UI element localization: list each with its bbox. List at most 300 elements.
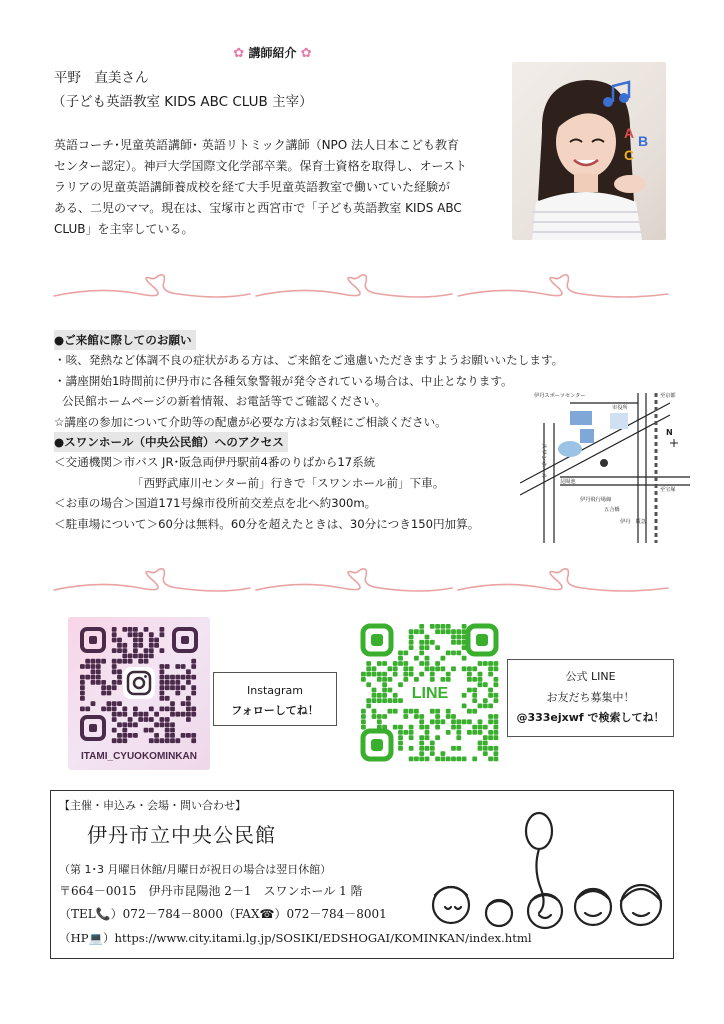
qr-module: [483, 682, 488, 687]
qr-module: [446, 709, 451, 714]
qr-module: [494, 698, 499, 703]
qr-module: [175, 675, 180, 680]
qr-module: [472, 709, 477, 714]
qr-module: [138, 717, 143, 722]
line-qr-code[interactable]: [357, 620, 502, 765]
qr-module: [144, 627, 149, 632]
qr-module: [494, 719, 499, 724]
qr-module: [425, 645, 430, 650]
sports-center-block: [570, 411, 592, 425]
qr-module: [403, 677, 408, 682]
qr-module: [186, 712, 191, 717]
qr-module: [91, 669, 96, 674]
qr-module: [377, 677, 382, 682]
qr-module: [149, 717, 154, 722]
qr-module: [488, 693, 493, 698]
qr-module: [462, 666, 467, 671]
city-hall-block: [610, 413, 628, 429]
qr-module: [456, 757, 461, 762]
qr-module: [472, 725, 477, 730]
qr-module: [191, 712, 196, 717]
qr-module: [494, 746, 499, 751]
qr-module: [451, 651, 456, 656]
qr-module: [160, 627, 165, 632]
qr-module: [128, 659, 133, 664]
access-line: ＜お車の場合＞国道171号線市役所前交差点を北へ約300m。: [54, 496, 377, 511]
qr-module: [372, 693, 377, 698]
qr-module: [419, 714, 424, 719]
qr-module: [160, 696, 165, 701]
qr-module: [472, 757, 477, 762]
qr-module: [430, 751, 435, 756]
qr-module: [112, 728, 117, 733]
qr-module: [133, 712, 138, 717]
qr-module: [446, 714, 451, 719]
qr-module: [478, 725, 483, 730]
qr-module: [117, 722, 122, 727]
qr-module: [478, 704, 483, 709]
qr-module: [425, 757, 430, 762]
letter-c: C: [624, 147, 635, 163]
qr-module: [403, 666, 408, 671]
map-label-nagaike: 昆陽池: [560, 479, 576, 485]
qr-module: [144, 728, 149, 733]
qr-module: [366, 666, 371, 671]
qr-module: [414, 656, 419, 661]
qr-module: [138, 659, 143, 664]
qr-module: [414, 629, 419, 634]
qr-module: [85, 707, 90, 712]
qr-module: [122, 707, 127, 712]
qr-module: [430, 719, 435, 724]
flower-icon: ✿: [233, 46, 245, 61]
qr-module: [80, 691, 85, 696]
qr-module: [186, 675, 191, 680]
contact-title: 【主催・申込み・会場・問い合わせ】: [59, 799, 246, 812]
qr-module: [467, 677, 472, 682]
qr-module: [467, 709, 472, 714]
qr-module: [398, 735, 403, 740]
qr-module: [409, 629, 414, 634]
qr-module: [186, 701, 191, 706]
qr-module: [191, 738, 196, 743]
qr-module: [435, 624, 440, 629]
qr-module: [398, 661, 403, 666]
qr-module: [409, 672, 414, 677]
qr-module: [414, 757, 419, 762]
qr-module: [398, 682, 403, 687]
qr-module: [138, 643, 143, 648]
qr-module: [160, 691, 165, 696]
contact-phone-fax: （TEL📞）072－784－8000（FAX☎）072－784－8001: [59, 907, 387, 921]
map-north-label: N: [666, 428, 673, 437]
qr-module: [138, 638, 143, 643]
qr-module: [80, 664, 85, 669]
qr-module: [361, 714, 366, 719]
qr-module: [409, 735, 414, 740]
qr-module: [430, 709, 435, 714]
qr-module: [122, 654, 127, 659]
qr-module: [409, 640, 414, 645]
qr-module: [149, 648, 154, 653]
qr-module: [361, 719, 366, 724]
access-line: ＜駐車場について＞60分は無料。60分を超えたときは、30分につき150円加算。: [54, 516, 480, 531]
qr-module: [366, 682, 371, 687]
qr-module: [403, 651, 408, 656]
instructor-bio: [54, 135, 500, 240]
map-label-gojo: 五合橋: [604, 507, 620, 513]
qr-module: [414, 714, 419, 719]
qr-module: [430, 666, 435, 671]
qr-module: [160, 648, 165, 653]
qr-module: [419, 629, 424, 634]
qr-module: [472, 698, 477, 703]
qr-module: [478, 730, 483, 735]
qr-module: [117, 738, 122, 743]
qr-module: [117, 733, 122, 738]
qr-module: [144, 659, 149, 664]
qr-module: [175, 738, 180, 743]
qr-module: [425, 725, 430, 730]
qr-module: [425, 746, 430, 751]
qr-module: [398, 698, 403, 703]
qr-module: [446, 672, 451, 677]
qr-module: [398, 725, 403, 730]
qr-module: [393, 693, 398, 698]
qr-module: [144, 717, 149, 722]
qr-module: [122, 659, 127, 664]
qr-module: [488, 704, 493, 709]
qr-module: [186, 707, 191, 712]
qr-module: [462, 704, 467, 709]
qr-module: [80, 696, 85, 701]
qr-module: [80, 680, 85, 685]
qr-module: [451, 719, 456, 724]
qr-module: [366, 704, 371, 709]
qr-module: [117, 659, 122, 664]
qr-module: [91, 659, 96, 664]
qr-module: [488, 672, 493, 677]
qr-module: [435, 661, 440, 666]
qr-module: [160, 707, 165, 712]
qr-module: [435, 719, 440, 724]
qr-module: [430, 677, 435, 682]
bio-line: ラリアの児童英語講師養成校を経て大手児童英語教室で働いていた経験が: [54, 180, 451, 194]
qr-module: [165, 664, 170, 669]
qr-module: [451, 629, 456, 634]
instructor-photo: [512, 62, 666, 240]
qr-module: [186, 669, 191, 674]
qr-module: [117, 669, 122, 674]
qr-module: [80, 685, 85, 690]
map-label-kyoto: 至京都: [660, 393, 676, 399]
qr-module: [494, 693, 499, 698]
qr-module: [191, 733, 196, 738]
qr-module: [122, 738, 127, 743]
qr-module: [91, 675, 96, 680]
qr-module: [478, 741, 483, 746]
contact-address: 〒664－0015 伊丹市昆陽池 2－1 スワンホール 1 階: [59, 884, 363, 898]
qr-module: [165, 722, 170, 727]
qr-module: [419, 672, 424, 677]
qr-module: [494, 714, 499, 719]
qr-module: [160, 632, 165, 637]
qr-module: [393, 672, 398, 677]
qr-module: [96, 659, 101, 664]
qr-module: [425, 735, 430, 740]
map-label-takarazuka: 至宝塚: [660, 487, 676, 493]
qr-module: [149, 643, 154, 648]
qr-module: [478, 672, 483, 677]
qr-module: [191, 691, 196, 696]
qr-module: [366, 661, 371, 666]
qr-module: [398, 730, 403, 735]
qr-module: [165, 707, 170, 712]
qr-module: [366, 672, 371, 677]
qr-module: [441, 751, 446, 756]
qr-module: [494, 751, 499, 756]
qr-module: [435, 666, 440, 671]
qr-module: [488, 666, 493, 671]
qr-module: [122, 712, 127, 717]
qr-module: [446, 624, 451, 629]
family-illustration-icon: [421, 809, 671, 949]
qr-module: [494, 725, 499, 730]
map-label-station: 伊丹 阪急: [620, 519, 646, 525]
qr-module: [419, 624, 424, 629]
qr-module: [372, 709, 377, 714]
qr-module: [144, 654, 149, 659]
qr-module: [112, 648, 117, 653]
qr-module: [456, 730, 461, 735]
qr-module: [382, 714, 387, 719]
qr-module: [149, 738, 154, 743]
qr-module: [377, 714, 382, 719]
qr-module: [181, 685, 186, 690]
qr-module: [96, 664, 101, 669]
qr-module: [107, 685, 112, 690]
qr-module: [175, 664, 180, 669]
qr-module: [483, 704, 488, 709]
qr-module: [128, 722, 133, 727]
qr-module: [472, 693, 477, 698]
qr-module: [403, 709, 408, 714]
qr-module: [478, 746, 483, 751]
qr-module: [451, 666, 456, 671]
qr-module: [472, 666, 477, 671]
qr-module: [425, 635, 430, 640]
access-line: ＜交通機関＞市バス JR･阪急両伊丹駅前4番のりばから17系統: [54, 455, 376, 470]
qr-module: [112, 659, 117, 664]
qr-module: [361, 677, 366, 682]
qr-module: [170, 728, 175, 733]
qr-module: [451, 640, 456, 645]
qr-module: [441, 656, 446, 661]
qr-module: [138, 712, 143, 717]
qr-module: [117, 638, 122, 643]
qr-module: [488, 746, 493, 751]
qr-module: [107, 701, 112, 706]
qr-module: [388, 677, 393, 682]
qr-module: [409, 757, 414, 762]
qr-module: [483, 741, 488, 746]
qr-module: [80, 675, 85, 680]
qr-module: [393, 661, 398, 666]
line-search-text: @333ejxwf で検索してね！: [516, 711, 665, 724]
qr-module: [456, 725, 461, 730]
qr-module: [149, 707, 154, 712]
qr-module: [414, 677, 419, 682]
qr-module: [170, 707, 175, 712]
heart-divider: [50, 272, 674, 312]
qr-module: [112, 632, 117, 637]
qr-module: [430, 672, 435, 677]
line-label-box: [507, 659, 674, 737]
qr-module: [372, 698, 377, 703]
qr-module: [435, 629, 440, 634]
qr-module: [419, 651, 424, 656]
bio-line: CLUB」を主宰している。: [54, 222, 194, 236]
qr-module: [133, 627, 138, 632]
qr-module: [425, 640, 430, 645]
qr-module: [451, 746, 456, 751]
qr-module: [117, 701, 122, 706]
instagram-qr-code[interactable]: [68, 617, 210, 770]
qr-module: [483, 661, 488, 666]
qr-module: [149, 632, 154, 637]
qr-module: [149, 638, 154, 643]
qr-module: [186, 696, 191, 701]
notice-line: 公民館ホームページの新着情報、お電話等でご確認ください。: [62, 394, 387, 409]
qr-module: [128, 733, 133, 738]
qr-module: [398, 651, 403, 656]
qr-module: [425, 666, 430, 671]
notice-section: [54, 330, 574, 534]
qr-module: [112, 627, 117, 632]
qr-module: [446, 651, 451, 656]
qr-module: [181, 664, 186, 669]
qr-module: [372, 688, 377, 693]
contact-website[interactable]: （HP💻）https://www.city.itami.lg.jp/SOSIKI/EDSHOGAI/KOMINKAN/index.html: [59, 931, 532, 945]
qr-module: [112, 701, 117, 706]
qr-module: [112, 669, 117, 674]
qr-module: [170, 680, 175, 685]
qr-module: [181, 701, 186, 706]
qr-module: [456, 651, 461, 656]
qr-module: [393, 709, 398, 714]
qr-module: [488, 735, 493, 740]
qr-module: [393, 698, 398, 703]
qr-module: [430, 741, 435, 746]
qr-module: [472, 677, 477, 682]
qr-module: [112, 664, 117, 669]
qr-module: [435, 645, 440, 650]
qr-module: [483, 735, 488, 740]
qr-module: [377, 672, 382, 677]
qr-module: [133, 733, 138, 738]
qr-module: [128, 717, 133, 722]
qr-module: [186, 680, 191, 685]
qr-module: [175, 680, 180, 685]
qr-module: [456, 629, 461, 634]
qr-module: [133, 643, 138, 648]
qr-module: [456, 746, 461, 751]
qr-module: [91, 680, 96, 685]
access-map: [520, 383, 690, 543]
qr-module: [191, 675, 196, 680]
access-heading: ●スワンホール（中央公民館）へのアクセス: [54, 432, 288, 452]
qr-module: [80, 707, 85, 712]
qr-module: [122, 643, 127, 648]
qr-module: [112, 738, 117, 743]
qr-module: [451, 635, 456, 640]
qr-module: [403, 730, 408, 735]
qr-module: [467, 688, 472, 693]
qr-module: [128, 627, 133, 632]
qr-module: [403, 714, 408, 719]
instagram-label: Instagram: [247, 684, 303, 697]
qr-module: [101, 659, 106, 664]
qr-module: [462, 624, 467, 629]
qr-module: [483, 746, 488, 751]
instagram-label-box: [213, 672, 337, 726]
qr-module: [494, 677, 499, 682]
qr-module: [398, 656, 403, 661]
qr-module: [388, 709, 393, 714]
qr-module: [425, 656, 430, 661]
qr-module: [138, 632, 143, 637]
qr-module: [488, 757, 493, 762]
qr-module: [170, 722, 175, 727]
letter-a: A: [624, 125, 635, 141]
qr-module: [382, 677, 387, 682]
qr-module: [191, 664, 196, 669]
qr-module: [122, 722, 127, 727]
qr-module: [181, 675, 186, 680]
library-block: [580, 429, 594, 443]
qr-module: [435, 725, 440, 730]
qr-module: [107, 691, 112, 696]
qr-module: [377, 661, 382, 666]
qr-module: [160, 664, 165, 669]
qr-module: [175, 685, 180, 690]
qr-module: [494, 730, 499, 735]
notice-line: ・講座開始1時間前に伊丹市に各種気象警報が発令されている場合は、中止となります。: [54, 373, 513, 388]
qr-module: [170, 685, 175, 690]
qr-module: [85, 664, 90, 669]
qr-module: [435, 714, 440, 719]
qr-module: [154, 712, 159, 717]
qr-module: [478, 661, 483, 666]
qr-module: [366, 698, 371, 703]
notice-line: ☆講座の参加について介助等の配慮が必要な方はお気軽にご相談ください。: [54, 414, 447, 429]
qr-module: [191, 685, 196, 690]
qr-module: [133, 632, 138, 637]
qr-module: [441, 719, 446, 724]
contact-organization: 伊丹市立中央公民館: [87, 823, 276, 847]
qr-module: [430, 624, 435, 629]
qr-module: [483, 751, 488, 756]
qr-module: [165, 728, 170, 733]
line-logo: LINE: [411, 685, 449, 702]
qr-module: [393, 725, 398, 730]
qr-module: [419, 746, 424, 751]
qr-module: [107, 707, 112, 712]
qr-module: [419, 725, 424, 730]
qr-module: [435, 735, 440, 740]
qr-module: [101, 680, 106, 685]
qr-module: [494, 735, 499, 740]
